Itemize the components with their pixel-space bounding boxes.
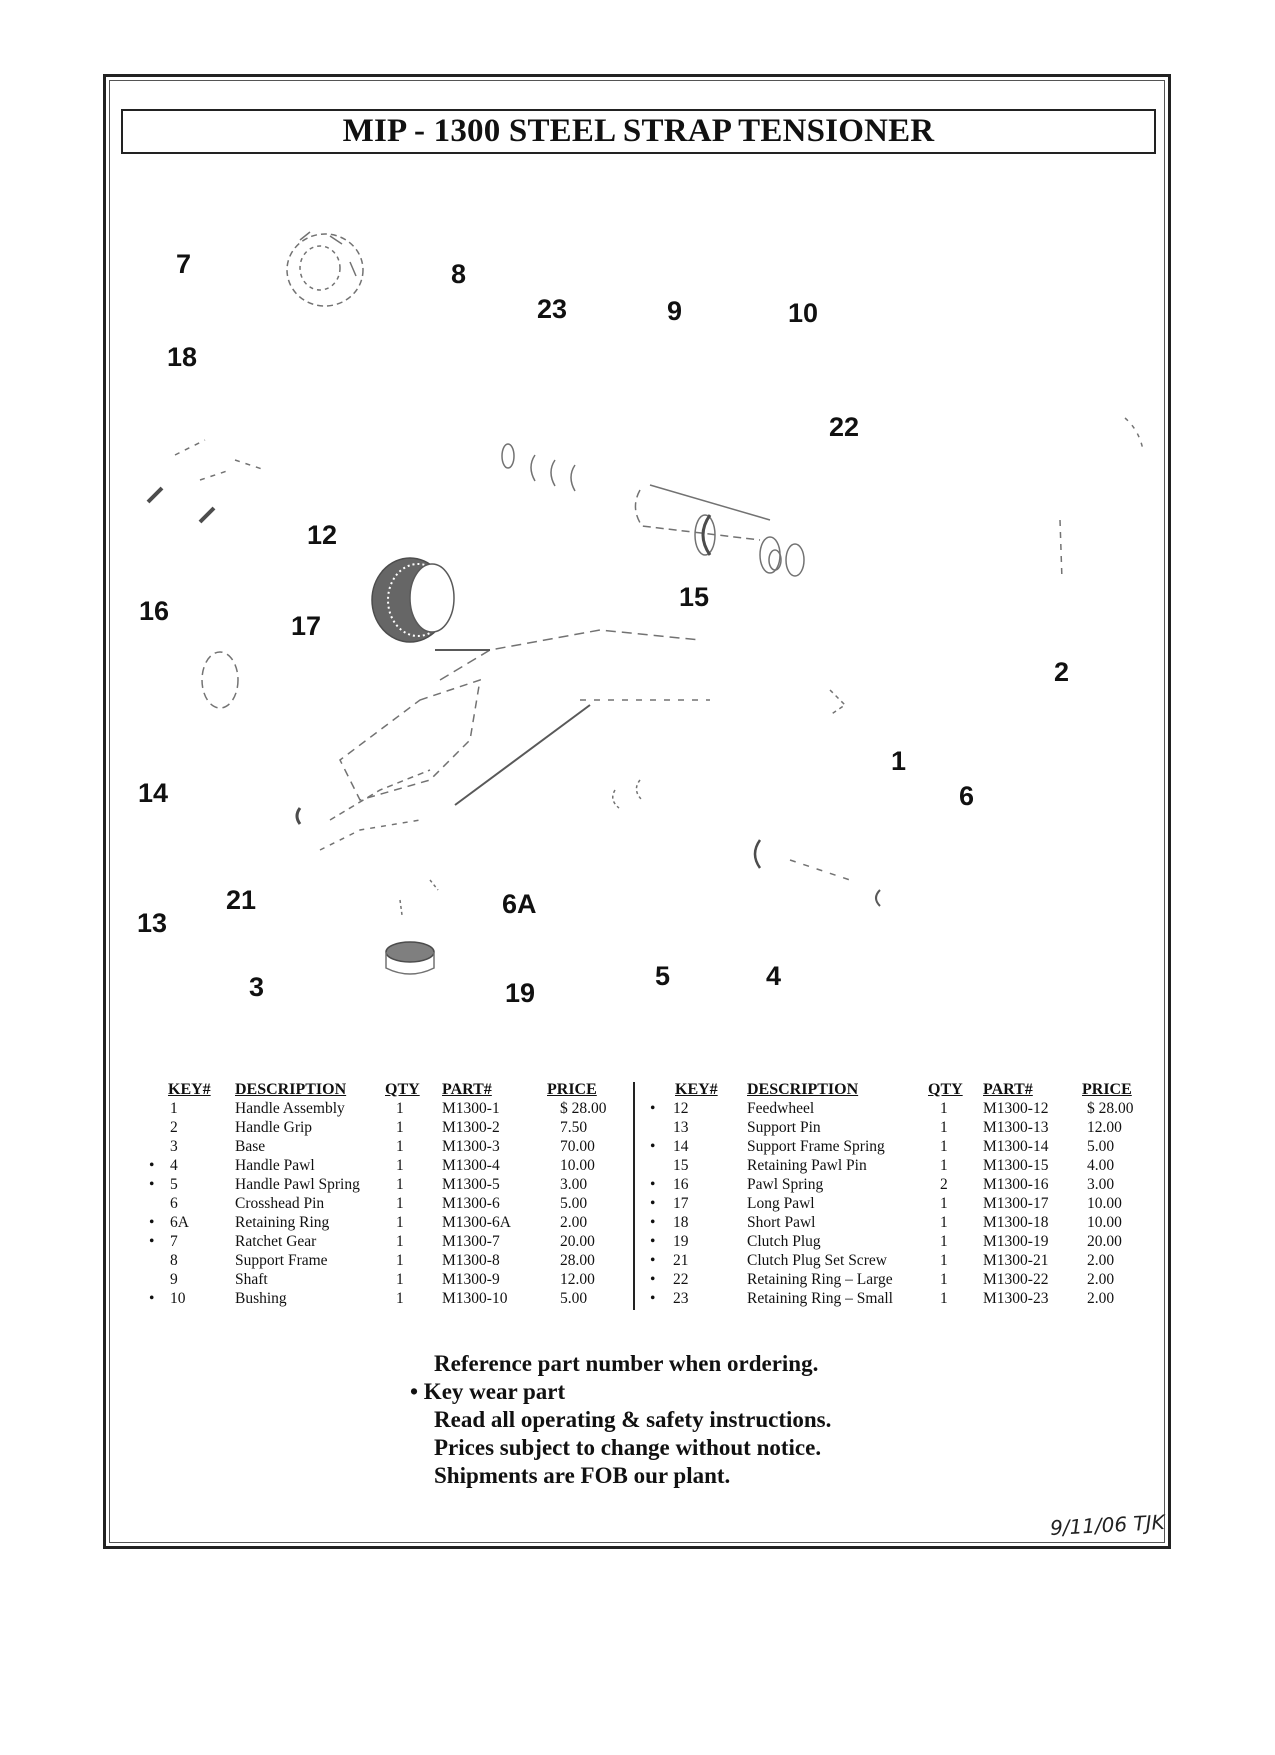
table-row: [140, 1194, 630, 1213]
cell-key: 6A: [170, 1214, 189, 1231]
header-key: KEY#: [675, 1081, 718, 1098]
cell-part: M1300-13: [983, 1119, 1049, 1136]
callout-6: 6: [959, 781, 975, 811]
cell-description: Retaining Pawl Pin: [747, 1157, 867, 1174]
cell-part: M1300-19: [983, 1233, 1049, 1250]
cell-key: 4: [170, 1157, 178, 1174]
cell-price: 2.00: [1087, 1271, 1115, 1288]
table-header-right: [640, 1080, 1140, 1099]
cell-qty: 1: [940, 1214, 948, 1231]
cell-description: Handle Assembly: [235, 1100, 345, 1117]
cell-qty: 1: [396, 1157, 404, 1174]
cell-key: 16: [673, 1176, 689, 1193]
cell-qty: 1: [396, 1290, 404, 1307]
cell-price: 4.00: [1087, 1157, 1115, 1174]
callout-18: 18: [167, 342, 198, 372]
header-description: DESCRIPTION: [235, 1081, 347, 1098]
header-description: DESCRIPTION: [747, 1081, 859, 1098]
callout-19: 19: [505, 978, 536, 1008]
cell-description: Support Frame Spring: [747, 1138, 885, 1155]
callout-13: 13: [137, 908, 168, 938]
cell-price: 20.00: [560, 1233, 595, 1250]
wear-part-bullet: •: [650, 1195, 656, 1212]
parts-table-left: [140, 1080, 630, 1308]
base-drawing: [202, 630, 710, 850]
cell-description: Support Frame: [235, 1252, 328, 1269]
callout-5: 5: [655, 961, 671, 991]
cell-key: 1: [170, 1100, 178, 1117]
cell-qty: 1: [940, 1157, 948, 1174]
header-qty: QTY: [928, 1081, 963, 1098]
header-part: PART#: [983, 1081, 1033, 1098]
table-row: [640, 1175, 1140, 1194]
callout-15: 15: [679, 582, 710, 612]
callout-21: 21: [226, 885, 257, 915]
cell-qty: 1: [396, 1195, 404, 1212]
cell-description: Shaft: [235, 1271, 268, 1288]
cell-price: 28.00: [560, 1252, 595, 1269]
cell-qty: 1: [396, 1119, 404, 1136]
cell-description: Clutch Plug Set Screw: [747, 1252, 887, 1269]
spring-drawing: [148, 488, 214, 522]
cell-description: Feedwheel: [747, 1100, 815, 1117]
table-divider: [633, 1082, 635, 1310]
cell-part: M1300-8: [442, 1252, 500, 1269]
table-row: [640, 1213, 1140, 1232]
wear-part-bullet: •: [149, 1157, 155, 1174]
table-row: [640, 1270, 1140, 1289]
cell-part: M1300-2: [442, 1119, 500, 1136]
cell-key: 13: [673, 1119, 689, 1136]
callout-14: 14: [138, 778, 169, 808]
cell-key: 12: [673, 1100, 689, 1117]
callout-23: 23: [537, 294, 568, 324]
cell-description: Support Pin: [747, 1119, 821, 1136]
cell-part: M1300-12: [983, 1100, 1049, 1117]
cell-description: Clutch Plug: [747, 1233, 821, 1250]
cell-qty: 1: [940, 1233, 948, 1250]
cell-qty: 1: [396, 1176, 404, 1193]
callout-3: 3: [249, 972, 265, 1002]
table-row: [140, 1175, 630, 1194]
table-header-left: [140, 1080, 630, 1099]
cell-key: 6: [170, 1195, 178, 1212]
cell-key: 10: [170, 1290, 186, 1307]
table-row: [640, 1137, 1140, 1156]
cell-key: 15: [673, 1157, 689, 1174]
cell-qty: 1: [396, 1252, 404, 1269]
cell-part: M1300-18: [983, 1214, 1049, 1231]
table-row: [140, 1289, 630, 1308]
cell-part: M1300-7: [442, 1233, 500, 1250]
cell-qty: 1: [940, 1271, 948, 1288]
cell-description: Retaining Ring: [235, 1214, 330, 1231]
cell-description: Handle Pawl Spring: [235, 1176, 360, 1193]
cell-part: M1300-6: [442, 1195, 500, 1212]
cell-qty: 1: [396, 1138, 404, 1155]
cell-part: M1300-9: [442, 1271, 500, 1288]
note-line: Prices subject to change without notice.: [434, 1435, 822, 1460]
cell-description: Bushing: [235, 1290, 287, 1307]
callout-2: 2: [1054, 657, 1070, 687]
cell-price: 2.00: [1087, 1252, 1115, 1269]
cell-price: 5.00: [560, 1290, 588, 1307]
table-row: [640, 1099, 1140, 1118]
cell-description: Base: [235, 1138, 266, 1155]
feedwheel-drawing: [372, 558, 454, 642]
cell-price: 5.00: [1087, 1138, 1115, 1155]
cell-description: Retaining Ring – Small: [747, 1290, 893, 1307]
cell-price: 12.00: [1087, 1119, 1122, 1136]
cell-qty: 1: [396, 1100, 404, 1117]
cell-qty: 1: [396, 1271, 404, 1288]
cell-price: 7.50: [560, 1119, 588, 1136]
cell-price: 10.00: [1087, 1195, 1122, 1212]
note-line: Shipments are FOB our plant.: [434, 1463, 731, 1488]
table-row: [140, 1099, 630, 1118]
ordering-notes: [410, 1350, 831, 1490]
cell-part: M1300-17: [983, 1195, 1049, 1212]
table-row: [140, 1156, 630, 1175]
wear-part-bullet: •: [650, 1233, 656, 1250]
cell-qty: 1: [396, 1233, 404, 1250]
page-title: MIP - 1300 STEEL STRAP TENSIONER: [342, 113, 935, 149]
wear-part-bullet: •: [650, 1100, 656, 1117]
cell-key: 19: [673, 1233, 689, 1250]
cell-qty: 1: [396, 1214, 404, 1231]
cell-part: M1300-3: [442, 1138, 500, 1155]
callout-8: 8: [451, 259, 467, 289]
cell-qty: 1: [940, 1138, 948, 1155]
cell-part: M1300-4: [442, 1157, 500, 1174]
cell-description: Short Pawl: [747, 1214, 816, 1231]
cell-price: 12.00: [560, 1271, 595, 1288]
callout-17: 17: [291, 611, 322, 641]
cell-part: M1300-23: [983, 1290, 1049, 1307]
cell-key: 8: [170, 1252, 178, 1269]
note-line-wear: • Key wear part: [410, 1379, 566, 1404]
table-row: [140, 1232, 630, 1251]
cell-price: 5.00: [560, 1195, 588, 1212]
cell-key: 23: [673, 1290, 689, 1307]
table-row: [640, 1289, 1140, 1308]
cell-part: M1300-14: [983, 1138, 1049, 1155]
table-row: [140, 1270, 630, 1289]
table-row: [640, 1156, 1140, 1175]
wear-part-bullet: •: [650, 1252, 656, 1269]
callout-12: 12: [307, 520, 338, 550]
cell-description: Handle Grip: [235, 1119, 313, 1136]
cell-qty: 1: [940, 1100, 948, 1117]
header-price: PRICE: [547, 1081, 597, 1098]
clutch-plug-drawing: [386, 880, 438, 974]
cell-key: 14: [673, 1138, 689, 1155]
cell-price: 3.00: [1087, 1176, 1115, 1193]
cell-description: Handle Pawl: [235, 1157, 315, 1174]
cell-price: 20.00: [1087, 1233, 1122, 1250]
wear-part-bullet: •: [650, 1214, 656, 1231]
cell-part: M1300-10: [442, 1290, 508, 1307]
callout-9: 9: [667, 296, 683, 326]
cell-part: M1300-16: [983, 1176, 1049, 1193]
cell-description: Long Pawl: [747, 1195, 815, 1212]
cell-key: 5: [170, 1176, 178, 1193]
callout-16: 16: [139, 596, 170, 626]
cell-key: 3: [170, 1138, 178, 1155]
note-line: Reference part number when ordering.: [434, 1351, 819, 1376]
callout-1: 1: [891, 746, 907, 776]
cell-price: 10.00: [1087, 1214, 1122, 1231]
cell-key: 21: [673, 1252, 689, 1269]
cell-description: Crosshead Pin: [235, 1195, 325, 1212]
cell-part: M1300-6A: [442, 1214, 511, 1231]
header-part: PART#: [442, 1081, 492, 1098]
cell-price: $ 28.00: [560, 1100, 607, 1117]
ratchet-gear-drawing: [287, 232, 363, 306]
cell-description: Ratchet Gear: [235, 1233, 317, 1250]
cell-key: 2: [170, 1119, 178, 1136]
cell-qty: 1: [940, 1195, 948, 1212]
shaft-rings-drawing: [502, 444, 804, 576]
cell-price: 2.00: [560, 1214, 588, 1231]
wear-part-bullet: •: [149, 1214, 155, 1231]
cell-price: 2.00: [1087, 1290, 1115, 1307]
table-row: [140, 1251, 630, 1270]
cell-part: M1300-21: [983, 1252, 1049, 1269]
table-row: [140, 1213, 630, 1232]
table-row: [140, 1137, 630, 1156]
callout-6a: 6A: [502, 889, 537, 919]
table-row: [640, 1194, 1140, 1213]
parts-table-right: [640, 1080, 1140, 1308]
cell-part: M1300-22: [983, 1271, 1049, 1288]
table-row: [140, 1118, 630, 1137]
header-key: KEY#: [168, 1081, 211, 1098]
table-row: [640, 1118, 1140, 1137]
cell-price: 3.00: [560, 1176, 588, 1193]
cell-part: M1300-5: [442, 1176, 500, 1193]
cell-price: 10.00: [560, 1157, 595, 1174]
callout-4: 4: [766, 961, 782, 991]
cell-price: $ 28.00: [1087, 1100, 1134, 1117]
cell-qty: 1: [940, 1290, 948, 1307]
note-line: Read all operating & safety instructions.: [434, 1407, 832, 1432]
cell-key: 22: [673, 1271, 689, 1288]
cell-price: 70.00: [560, 1138, 595, 1155]
wear-part-bullet: •: [149, 1290, 155, 1307]
wear-part-bullet: •: [650, 1176, 656, 1193]
callout-10: 10: [788, 298, 819, 328]
wear-part-bullet: •: [650, 1271, 656, 1288]
cell-key: 7: [170, 1233, 178, 1250]
cell-key: 18: [673, 1214, 689, 1231]
cell-key: 17: [673, 1195, 689, 1212]
cell-description: Pawl Spring: [747, 1176, 824, 1193]
wear-part-bullet: •: [650, 1290, 656, 1307]
callout-22: 22: [829, 412, 860, 442]
date-signature: 9/11/06 TJK: [1049, 1510, 1166, 1540]
cell-qty: 2: [940, 1176, 948, 1193]
cell-part: M1300-15: [983, 1157, 1049, 1174]
cell-qty: 1: [940, 1119, 948, 1136]
wear-part-bullet: •: [650, 1138, 656, 1155]
wear-part-bullet: •: [149, 1233, 155, 1250]
cell-key: 9: [170, 1271, 178, 1288]
callout-7: 7: [176, 249, 192, 279]
table-row: [640, 1251, 1140, 1270]
header-price: PRICE: [1082, 1081, 1132, 1098]
cell-qty: 1: [940, 1252, 948, 1269]
header-qty: QTY: [385, 1081, 420, 1098]
wear-part-bullet: •: [149, 1176, 155, 1193]
cell-description: Retaining Ring – Large: [747, 1271, 893, 1288]
cell-part: M1300-1: [442, 1100, 500, 1117]
table-row: [640, 1232, 1140, 1251]
